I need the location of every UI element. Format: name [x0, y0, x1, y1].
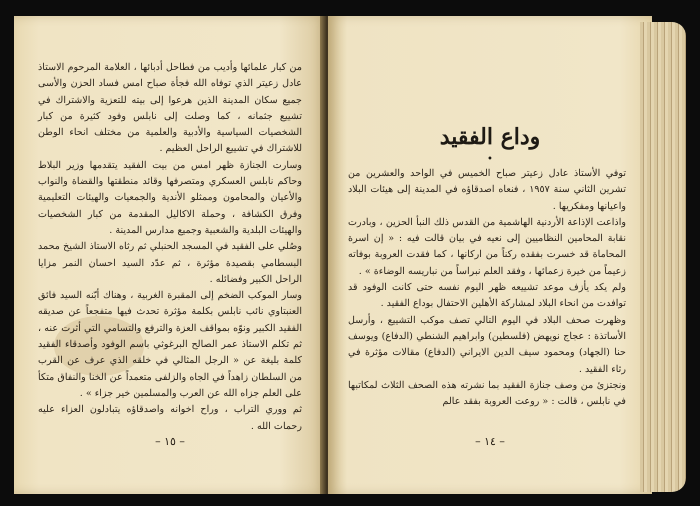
paragraph: توفي الأستاذ عادل زعيتر صباح الخميس في الواحد والعشرين من تشرين الثاني سنة ١٩٥٧ ، فنعاه اصدقاؤه في المدينة إلى هيئات البلاد واعيانها ومفكريها . — [348, 168, 627, 212]
right-page — [328, 16, 652, 494]
paragraph: ولم يكد يأزف موعد تشييعه ظهر اليوم نفسه حتى كانت الوفود قد توافدت من انحاء البلاد لمشاركة الأهلين الاحتفال بوداع الفقيد . — [348, 282, 626, 310]
paragraph: وسارت الجنازة ظهر امس من بيت الفقيد يتقدمها وزير البلاط وحاكم نابلس العسكري ومتصرفها وقائد منطقتها والقضاة والنواب والأعيان والمحامون وممثلو الأندية والجمعيات والهيئات التعليمية وفرق الكشافة ، وحملة الاكاليل المقدمة من كبار الشخصيات والهيئات البلدية والشعبية وجميع مدارس المدينة . — [38, 159, 302, 236]
page-number: – ١٤ – — [475, 435, 505, 448]
page-edges — [640, 22, 686, 492]
open-book — [10, 6, 690, 500]
paragraph: ثم ووري التراب ، وراح اخوانه واصدقاؤه يتبادلون العزاء عليه رحمات الله . — [38, 404, 302, 432]
paragraph: وظهرت صحف البلاد في اليوم التالي تصف موكب التشييع ، وأرسل الأساتذة : عجاج نويهض (فلسطين) وابراهيم الشنطي (الدفاع) ويوسف حنا (الجهاد) ومحمود سيف الدين الايراني (الدفاع) مقالات مؤثرة في رثاء الفقيد . — [348, 314, 626, 375]
page-title: وداع الفقيد — [439, 124, 541, 150]
paragraph: وصُلي على الفقيد في المسجد الحنبلي ثم رثاه الاستاذ الشيخ محمد البسطامي بقصيدة مؤثرة ، ثم عدّد السيد احسان النمر مزايا الراحل الكبير وفضائله . — [38, 241, 302, 285]
page-number: – ١٥ – — [155, 435, 185, 448]
left-page — [14, 16, 326, 494]
paragraph: من كبار علمائها وأديب من فطاحل أدبائها ، العلامة المرحوم الاستاذ عادل زعيتر الذي توفاه الله فجأة صباح امس فساد الحزن والأسى جميع سكان المدينة الذين هرعوا إلى بيته للتعزية والاشتراك في تشييع جثمانه ، كما وصلت إلى نابلس وفود كثيرة من كبار الشخصيات السياسية والأدبية والعلمية من مختلف انحاء الوطن للاشتراك في تشييع الراحل العظيم . — [38, 62, 302, 155]
title-ornament: • — [487, 154, 493, 165]
paragraph: واذاعت الإذاعة الأردنية الهاشمية من القدس ذلك النبأ الحزين ، وبادرت نقابة المحامين النظاميين إلى نعيه في بيان قالت فيه : « إن اسرة المحاماة قد خسرت بفقده ركناً من اركانها ، كما فقدت العروبة بوفاته زعيماً من خيرة زعمائها ، وفقد العلم نبراساً من نباريسه الوضاءة » . — [348, 216, 626, 277]
right-page-body — [348, 166, 626, 410]
left-page-body — [38, 60, 302, 435]
paragraph: ونجتزئ من وصف جنازة الفقيد بما نشرته هذه الصحف الثلاث لمكاتبها في نابلس ، قالت : « روعت العروبة بفقد عالم — [348, 379, 626, 408]
paragraph: وسار الموكب الضخم إلى المقبرة الغربية ، وهناك أبّنه السيد فائق العنبتاوي نائب نابلس بكلمة مؤثرة تحدث فيها متفجعاً عن صديقه الفقيد الكبير ونوّه بمواقف العزة والترفع والتسامي التي أثرت عنه ، ثم تكلم الاستاذ عمر الصالح البرغوثي باسم الوفود وأصدقاء الفقيد كلمة بليغة عن « الرجل المثالي في خلقه الذي عرف عن القرب من السلطان زاهداً في الجاه والزلفى متعمداً عن الخنا والنفاق متكأ على العلم جزاه الله عن العرب والمسلمين خير جزاء » . — [38, 290, 302, 399]
